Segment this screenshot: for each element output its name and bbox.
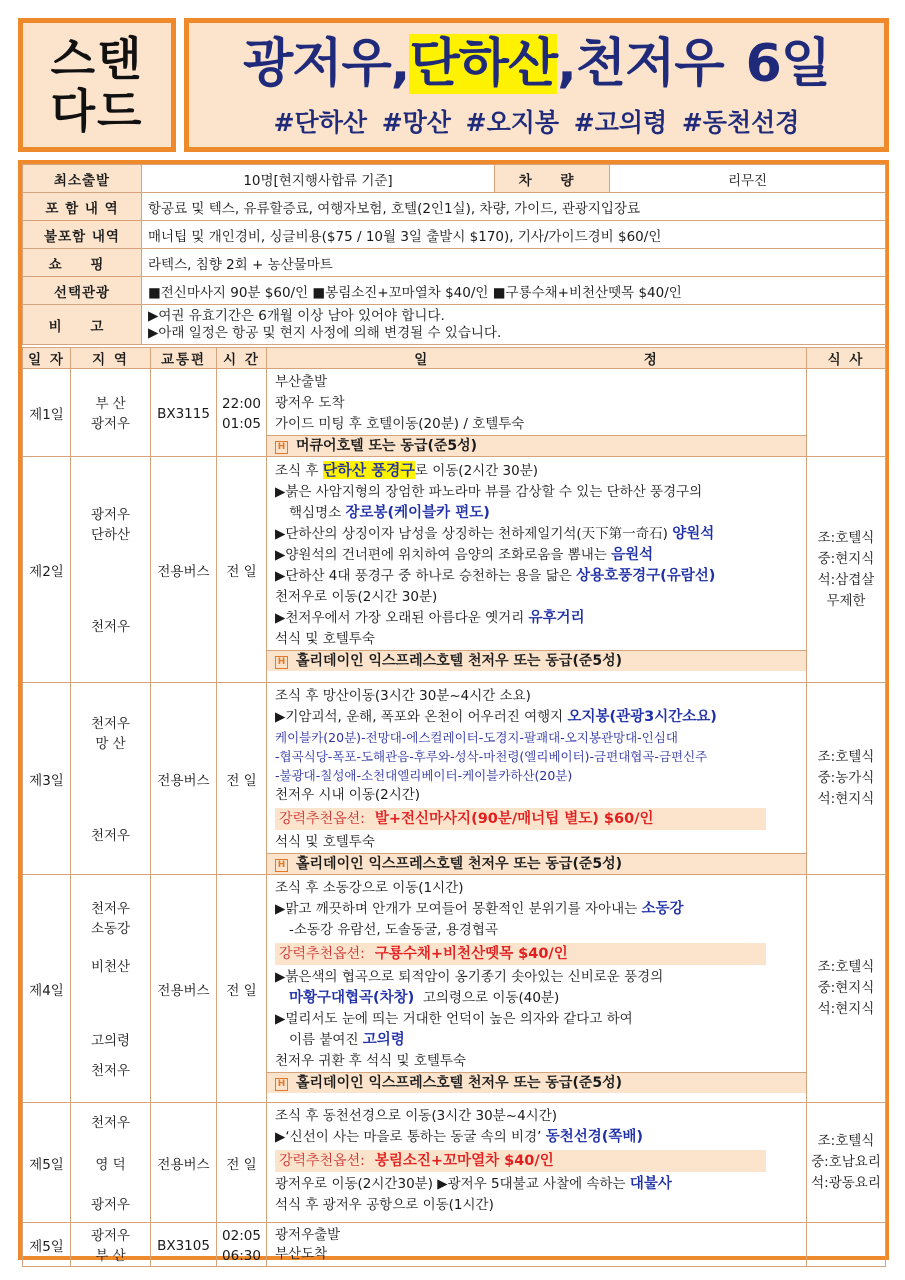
itinerary-line: 광저우 도착 <box>275 395 345 411</box>
itinerary-line: ▶붉은 사암지형의 장엄한 파노라마 뷰를 감상할 수 있는 단하산 풍경구의 <box>275 484 703 500</box>
meal: 중:농가식 <box>817 770 875 786</box>
time: 06:30 <box>222 1248 261 1264</box>
day-row-1 <box>23 369 886 457</box>
itinerary-line: 조식 후 소동강으로 이동(1시간) <box>275 880 464 896</box>
place: 고의령 <box>90 1033 131 1049</box>
remark-passport: ▶여권 유효기간은 6개월 이상 남아 있어야 합니다. <box>148 307 445 324</box>
shopping-label: 쇼 핑 <box>23 249 142 277</box>
attraction: 고의령 <box>362 1032 405 1048</box>
recommended-option <box>275 943 766 965</box>
hotel-line <box>267 853 806 874</box>
col-place: 지 역 <box>71 348 151 369</box>
hotel-icon: H <box>275 441 288 454</box>
itinerary-line: ▶붉은색의 협곡으로 퇴적암이 옹기종기 솟아있는 신비로운 풍경의 <box>275 969 664 985</box>
route-line: -불광대-칠성애-소천대엘리베이터-케이블카하산(20분) <box>275 768 573 783</box>
tour-title <box>189 33 884 95</box>
day-times <box>217 369 267 457</box>
itinerary-line <box>267 524 806 545</box>
place: 천저우 <box>90 1063 131 1079</box>
itinerary-line: 광저우출발 <box>275 1227 341 1243</box>
place: 천저우 <box>90 1115 131 1131</box>
day-meals <box>807 457 886 683</box>
text: 광저우로 이동(2시간30분) ▶광저우 5대불교 사찰에 속하는 <box>275 1176 630 1192</box>
itinerary-line <box>267 899 806 920</box>
option-value: 구룡수채+비천산뗏목 $40/인 <box>374 946 568 962</box>
day-label: 제5일 <box>23 1103 71 1223</box>
attraction: 상용호풍경구(유람선) <box>576 568 716 584</box>
itinerary-line <box>267 1127 806 1148</box>
excluded-label: 불포함 내역 <box>23 221 142 249</box>
recommended-option <box>275 808 766 830</box>
day-times <box>217 1223 267 1267</box>
time: 01:05 <box>222 416 261 432</box>
place: 광저우 <box>90 416 131 432</box>
logo-line-2: 다드 <box>50 84 144 138</box>
info-row-shopping <box>23 249 886 277</box>
meal: 석:현지식 <box>817 1001 875 1017</box>
attraction: 장로봉(케이블카 편도) <box>345 505 490 521</box>
place: 천저우 <box>90 828 131 844</box>
transport: 전용버스 <box>151 683 217 875</box>
day-row-4 <box>23 875 886 1103</box>
attraction: 대불사 <box>629 1176 672 1192</box>
text: ▶‘신선이 사는 마을로 통하는 동굴 속의 비경’ <box>275 1129 546 1145</box>
meal: 조:호텔식 <box>817 959 875 975</box>
day-row-2 <box>23 457 886 683</box>
transport: 전용버스 <box>151 1103 217 1223</box>
option-label: 강력추천옵션: <box>279 811 365 827</box>
attraction: 유후거리 <box>528 610 585 626</box>
day-places <box>71 875 151 1103</box>
meal: 석:광동요리 <box>811 1175 881 1191</box>
place: 소동강 <box>90 921 131 937</box>
info-row-included <box>23 193 886 221</box>
text: 로 이동(2시간 30분) <box>414 463 539 479</box>
itinerary-line <box>267 460 806 482</box>
place: 단하산 <box>90 527 131 543</box>
route-line: -협곡식당-폭포-도해관음-후루와-성삭-마천령(엘리베이터)-금편대협곡-금편신주 <box>275 749 708 764</box>
itinerary-line: ▶멀리서도 눈에 띄는 거대한 언덕이 높은 의자와 같다고 하여 <box>275 1011 633 1027</box>
attraction: 동천선경(쪽배) <box>545 1129 643 1145</box>
place: 광저우 <box>90 1228 131 1244</box>
itinerary-line: 부산출발 <box>275 374 328 390</box>
day-meals <box>807 1223 886 1267</box>
recommended-option <box>275 1150 766 1172</box>
info-row-remarks <box>23 305 886 345</box>
remark-schedule-change: ▶아래 일정은 항공 및 현지 사정에 의해 변경될 수 있습니다. <box>148 324 502 341</box>
vehicle-value: 리무진 <box>610 165 886 193</box>
day-row-5 <box>23 1103 886 1223</box>
day-label: 제1일 <box>23 369 71 457</box>
day-itinerary <box>267 875 807 1103</box>
meal: 조:호텔식 <box>817 749 875 765</box>
attraction: 양원석 <box>672 526 715 542</box>
brand-logo <box>18 18 176 152</box>
vehicle-label: 차 량 <box>495 165 610 193</box>
itinerary-line: -소동강 유람선, 도솔동굴, 용경협곡 <box>289 922 498 938</box>
time: 22:00 <box>222 396 261 412</box>
day-meals <box>807 369 886 457</box>
title-banner <box>184 18 889 152</box>
meal: 중:현지식 <box>817 550 875 567</box>
place: 부 산 <box>95 1248 126 1264</box>
included-value: 항공료 및 텍스, 유류할증료, 여행자보험, 호텔(2인1실), 차량, 가이드, 관광지입장료 <box>142 193 886 221</box>
schedule-header-row <box>23 348 886 369</box>
day-itinerary <box>267 457 807 683</box>
itinerary-line: 가이드 미팅 후 호텔이동(20분) / 호텔투숙 <box>275 416 525 432</box>
time: 전 일 <box>217 457 267 683</box>
itinerary-line: 조식 후 동천선경으로 이동(3시간 30분~4시간) <box>275 1108 558 1124</box>
text: ▶단하산의 상징이자 남성을 상징하는 천하제일기석(天下第一奇石) <box>275 526 673 542</box>
flight-number: BX3115 <box>151 369 217 457</box>
text: 핵심명소 <box>289 505 346 521</box>
meal: 석:삼겹살 <box>817 571 875 588</box>
shopping-value: 라텍스, 침향 2회 + 농산물마트 <box>142 249 886 277</box>
itinerary-line: 조식 후 망산이동(3시간 30분~4시간 소요) <box>275 688 531 704</box>
title-highlight: 단하산 <box>409 34 558 94</box>
text: ▶천저우에서 가장 오래된 아름다운 옛거리 <box>275 610 529 626</box>
option-value: 봉림소진+꼬마열차 $40/인 <box>374 1153 554 1169</box>
excluded-value: 매너팁 및 개인경비, 싱글비용($75 / 10월 3일 출발시 $170), 기사/가이드경비 $60/인 <box>142 221 886 249</box>
day-row-3 <box>23 683 886 875</box>
hotel-name: 홀리데이인 익스프레스호텔 천저우 또는 동급(준5성) <box>296 856 623 872</box>
col-itinerary: 일 정 <box>267 348 807 369</box>
time: 전 일 <box>217 875 267 1103</box>
optional-label: 선택관광 <box>23 277 142 305</box>
option-label: 강력추천옵션: <box>279 946 365 962</box>
col-transport: 교통편 <box>151 348 217 369</box>
day-label: 제3일 <box>23 683 71 875</box>
hotel-icon: H <box>275 859 288 872</box>
hotel-icon: H <box>275 656 288 669</box>
schedule-table <box>22 347 886 1267</box>
col-meal: 식 사 <box>807 348 886 369</box>
itinerary-line <box>267 566 806 587</box>
day-label: 제2일 <box>23 457 71 683</box>
hotel-line <box>267 1072 806 1093</box>
logo-line-1: 스탠 <box>50 32 144 86</box>
itinerary-frame <box>18 160 889 1264</box>
title-part-1: 광저우, <box>242 34 410 94</box>
itinerary-line: 석식 및 호텔투숙 <box>275 631 375 647</box>
col-time: 시 간 <box>217 348 267 369</box>
time: 02:05 <box>222 1228 261 1244</box>
attraction: 오지봉(관광3시간소요) <box>567 709 717 725</box>
text: 고의령으로 이동(40분) <box>414 990 560 1006</box>
place: 망 산 <box>95 736 126 752</box>
day-meals <box>807 683 886 875</box>
text: ▶양원석의 건너편에 위치하여 음양의 조화로움을 뽐내는 <box>275 547 612 563</box>
meal: 무제한 <box>826 592 866 609</box>
col-day: 일 자 <box>23 348 71 369</box>
info-table <box>22 164 886 345</box>
hotel-line <box>267 650 806 671</box>
itinerary-line <box>267 503 806 524</box>
day-places <box>71 1103 151 1223</box>
meal: 중:현지식 <box>817 980 875 996</box>
route-line: 케이블카(20분)-전망대-에스컬레이터-도경지-팔괘대-오지봉관망대-인심대 <box>275 730 678 745</box>
meal: 조:호텔식 <box>817 529 875 546</box>
place: 영 덕 <box>95 1157 126 1173</box>
flight-number: BX3105 <box>151 1223 217 1267</box>
title-part-2: ,천저우 <box>557 34 724 94</box>
hotel-line <box>267 435 806 456</box>
itinerary-line <box>267 707 806 728</box>
itinerary-line: 석식 및 호텔투숙 <box>275 834 375 850</box>
itinerary-line: 천저우로 이동(2시간 30분) <box>275 589 438 605</box>
place: 천저우 <box>90 901 131 917</box>
day-label: 제5일 <box>23 1223 71 1267</box>
info-row-excluded <box>23 221 886 249</box>
day-places <box>71 1223 151 1267</box>
day-itinerary <box>267 1103 807 1223</box>
remarks-label: 비 고 <box>23 305 142 345</box>
attraction: 소동강 <box>641 901 684 917</box>
text: ▶기암괴석, 운해, 폭포와 온천이 어우러진 여행지 <box>275 709 568 725</box>
itinerary-line: 부산도착 <box>275 1246 328 1262</box>
hotel-name: 홀리데이인 익스프레스호텔 천저우 또는 동급(준5성) <box>296 1075 623 1091</box>
option-label: 강력추천옵션: <box>279 1153 365 1169</box>
time: 전 일 <box>217 1103 267 1223</box>
place: 광저우 <box>90 1197 131 1213</box>
day-places <box>71 457 151 683</box>
optional-value: ■전신마사지 90분 $60/인 ■봉림소진+꼬마열차 $40/인 ■구룡수채+비천산뗏목 $40/인 <box>142 277 886 305</box>
place: 천저우 <box>90 619 131 635</box>
option-value: 발+전신마사지(90분/매너팁 별도) $60/인 <box>374 811 654 827</box>
text: 조식 후 <box>275 463 323 479</box>
place: 천저우 <box>90 716 131 732</box>
day-itinerary <box>267 369 807 457</box>
page-header <box>18 18 889 152</box>
title-hashtags: #단하산 #망산 #오지봉 #고의령 #동천선경 <box>273 108 800 137</box>
info-row-optional <box>23 277 886 305</box>
itinerary-line <box>267 1174 806 1195</box>
day-places <box>71 369 151 457</box>
text: 이름 붙여진 <box>289 1032 363 1048</box>
hotel-name: 홀리데이인 익스프레스호텔 천저우 또는 동급(준5성) <box>296 653 623 669</box>
text: ▶단하산 4대 풍경구 중 하나로 승천하는 용을 닮은 <box>275 568 577 584</box>
itinerary-line: 천저우 귀환 후 석식 및 호텔투숙 <box>275 1053 466 1069</box>
place: 부 산 <box>95 396 126 412</box>
meal: 중:호남요리 <box>811 1154 881 1170</box>
time: 전 일 <box>217 683 267 875</box>
remarks-value <box>142 305 886 345</box>
meal: 조:호텔식 <box>817 1133 875 1149</box>
itinerary-line <box>267 608 806 629</box>
included-label: 포 함 내 역 <box>23 193 142 221</box>
day-label: 제4일 <box>23 875 71 1103</box>
itinerary-line <box>267 988 806 1009</box>
transport: 전용버스 <box>151 875 217 1103</box>
hotel-icon: H <box>275 1078 288 1091</box>
title-days: 6일 <box>745 34 831 94</box>
day-row-6 <box>23 1223 886 1267</box>
itinerary-line: 천저우 시내 이동(2시간) <box>275 787 421 803</box>
day-places <box>71 683 151 875</box>
day-itinerary <box>267 1223 807 1267</box>
transport: 전용버스 <box>151 457 217 683</box>
min-departure-value: 10명[현지행사합류 기준] <box>142 165 495 193</box>
day-meals <box>807 875 886 1103</box>
itinerary-line <box>267 545 806 566</box>
attraction: 음원석 <box>611 547 654 563</box>
place: 광저우 <box>90 507 131 523</box>
itinerary-line <box>267 1030 806 1051</box>
itinerary-line: 석식 후 광저우 공항으로 이동(1시간) <box>275 1197 494 1213</box>
day-meals <box>807 1103 886 1223</box>
text: ▶맑고 깨끗하며 안개가 모여들어 몽환적인 분위기를 자아내는 <box>275 901 642 917</box>
place: 비천산 <box>90 959 131 975</box>
day-itinerary <box>267 683 807 875</box>
attraction: 마황구대협곡(차창) <box>289 990 415 1006</box>
highlight-attraction: 단하산 풍경구 <box>322 461 415 479</box>
min-departure-label: 최소출발 <box>23 165 142 193</box>
info-row-min-departure <box>23 165 886 193</box>
meal: 석:현지식 <box>817 791 875 807</box>
hotel-name: 머큐어호텔 또는 동급(준5성) <box>296 438 478 454</box>
